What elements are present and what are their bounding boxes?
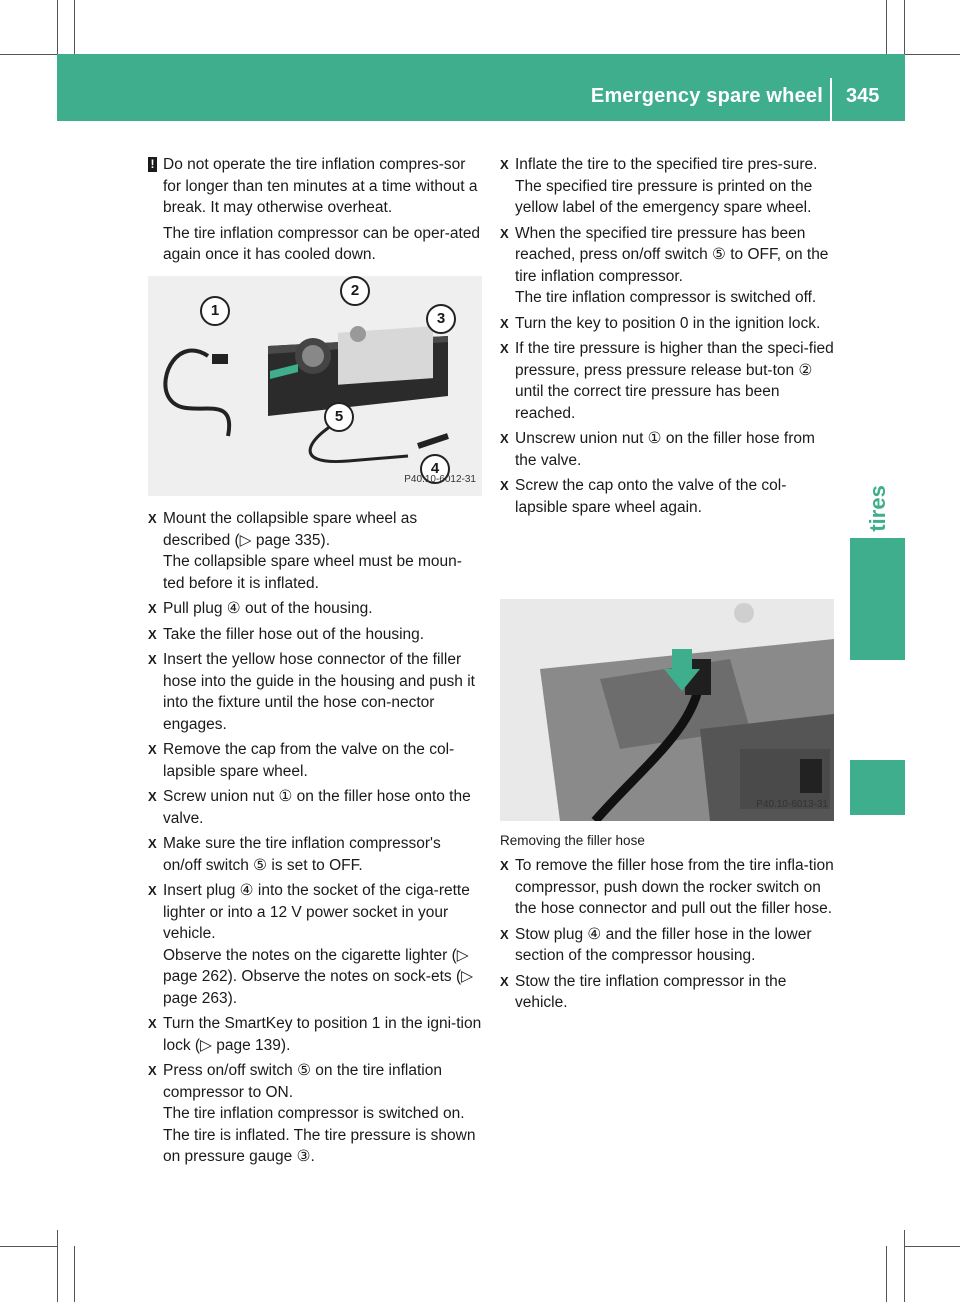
side-tab-marker [850,760,905,815]
warning-text-2: The tire inflation compressor can be oper-ated again once it has cooled down. [163,224,481,263]
step-item: X To remove the filler hose from the tire infla-tion compressor, push down the rocker switch on the hose connector and pull out the filler hose. [500,855,836,920]
step-item: X Take the filler hose out of the housing. [148,624,482,646]
crop-mark [904,0,905,60]
step-item: X Make sure the tire inflation compressor's on/off switch ⑤ is set to OFF. [148,833,482,876]
crop-mark [74,1246,75,1302]
step-item: X Turn the key to position 0 in the ignition lock. [500,313,836,335]
crop-mark [57,1230,58,1302]
page-number: 345 [846,85,880,107]
step-item: X Press on/off switch ⑤ on the tire inflation compressor to ON. [148,1060,482,1103]
step-item: X Screw the cap onto the valve of the col-lapsible spare wheel again. [500,475,836,518]
crop-mark [0,54,57,55]
callout-5: 5 [324,402,354,432]
warning-block [148,154,482,219]
filler-hose-illustration [500,599,834,821]
crop-mark [904,1246,960,1247]
left-steps [148,508,482,1168]
crop-mark [74,0,75,54]
step-note: The tire inflation compressor is switched off. [515,289,817,306]
right-steps-2 [500,855,836,1014]
warning-icon: ! [148,157,157,172]
side-tab-label: Wheels and tires [865,485,890,660]
step-item: X Inflate the tire to the specified tire pres-sure. [500,154,836,176]
image-code: P40.10-6013-31 [756,798,828,810]
crop-mark [904,1230,905,1302]
step-note: The tire inflation compressor is switched on. The tire is inflated. The tire pressure is shown on pressure gauge ③. [163,1105,476,1165]
crop-mark [0,1246,57,1247]
crop-mark [57,0,58,60]
step-note: Observe the notes on the cigarette lighter (▷ page 262). Observe the notes on sock-ets (▷ page 263). [163,946,474,1007]
crop-mark [904,54,960,55]
image-code: P40.10-6012-31 [404,473,476,485]
callout-3: 3 [426,304,456,334]
callout-1: 1 [200,296,230,326]
callout-2: 2 [340,276,370,306]
step-item: X Screw union nut ① on the filler hose onto the valve. [148,786,482,829]
step-note: The collapsible spare wheel must be moun-ted before it is inflated. [163,553,462,592]
right-steps [500,154,836,518]
step-item: X Remove the cap from the valve on the col-lapsible spare wheel. [148,739,482,782]
filler-hose-image [500,599,834,821]
step-item: X Mount the collapsible spare wheel as described (▷ page 335). [148,508,482,551]
callout-4: 4 [420,454,450,484]
step-item: X Stow plug ④ and the filler hose in the lower section of the compressor housing. [500,924,836,967]
crop-mark [886,1246,887,1302]
step-item: X Turn the SmartKey to position 1 in the igni-tion lock (▷ page 139). [148,1013,482,1056]
warning-text-1: Do not operate the tire inflation compres-sor for longer than ten minutes at a time without a break. It may otherwise overheat. [163,156,478,216]
image-caption: Removing the filler hose [500,833,645,848]
header-separator [830,78,832,121]
step-item: X Insert the yellow hose connector of the filler hose into the guide in the housing and push it into the fixture until the hose con-nector engages. [148,649,482,735]
step-item: X Insert plug ④ into the socket of the ciga-rette lighter or into a 12 V power socket in your vehicle. [148,880,482,945]
step-item: X When the specified tire pressure has been reached, press on/off switch ⑤ to OFF, on the tire inflation compressor. [500,223,836,288]
step-item: X Pull plug ④ out of the housing. [148,598,482,620]
step-item: X Unscrew union nut ① on the filler hose from the valve. [500,428,836,471]
compressor-image [148,276,482,496]
step-note: The specified tire pressure is printed on the yellow label of the emergency spare wheel. [515,177,813,216]
crop-mark [886,0,887,54]
left-column [148,154,482,266]
step-item: X If the tire pressure is higher than the speci-fied pressure, press pressure release but-ton ② until the correct tire pressure has been reached. [500,338,836,424]
page-title: Emergency spare wheel [590,85,823,107]
step-item: X Stow the tire inflation compressor in the vehicle. [500,971,836,1014]
